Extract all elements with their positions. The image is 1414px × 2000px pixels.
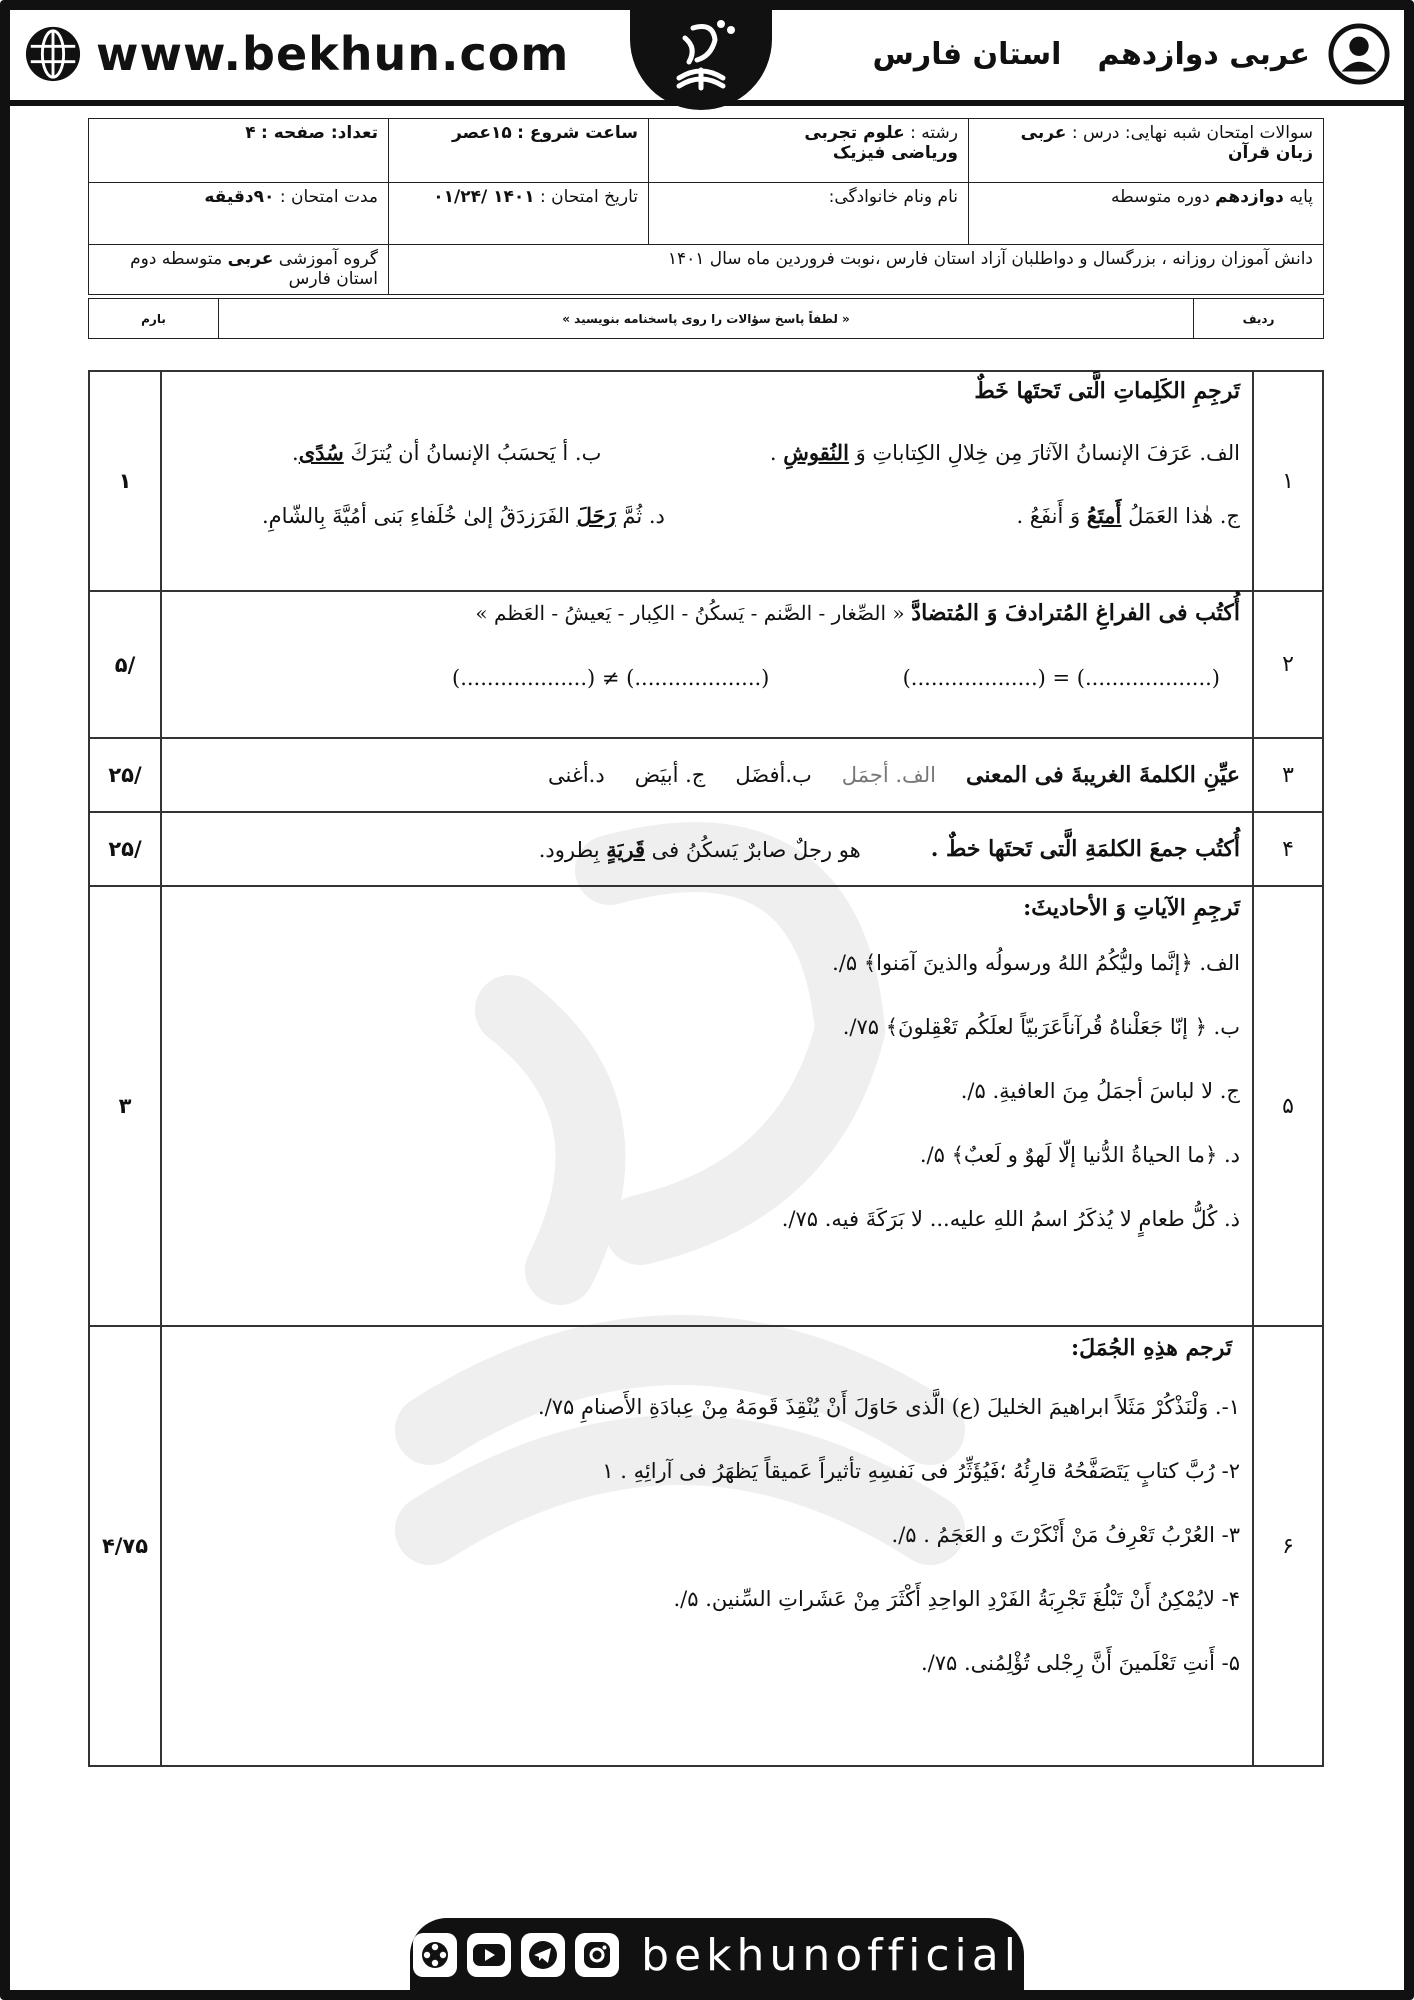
score-label: بارم [89, 299, 219, 339]
field-value-2: وریاضی فیزیک [832, 143, 958, 163]
q3-option-a: الف. أجمَل [841, 763, 936, 787]
question-score: /۵ [89, 591, 161, 738]
question-heading: تَرجِمِ الكَلِماتِ الَّتی تَحتَها خَطٌ [974, 378, 1240, 404]
grade-label: پایه [1289, 187, 1313, 207]
question-score: ۳ [89, 886, 161, 1326]
user-avatar-icon [1328, 23, 1390, 85]
question-number: ۴ [1253, 812, 1323, 886]
question-body [161, 591, 1253, 738]
course-title-block [873, 24, 1390, 84]
q5-item: الف. ﴿إنَّما وليُّكُمُ اللهُ ورسولُه والذينَ آمَنوا﴾ ۵/. [832, 951, 1240, 975]
q1-item-b: ب. أ يَحسَبُ الإنسانُ أن يُترَكَ سُدًى. [292, 440, 602, 465]
question-score: /۲۵ [89, 812, 161, 886]
social-footer [410, 1918, 1024, 1992]
question-row [89, 371, 1323, 591]
question-score: ۴/۷۵ [89, 1326, 161, 1766]
start-time-label: ساعت شروع : [517, 123, 638, 143]
q3-option-b: ب.أفضَل [735, 763, 812, 787]
question-heading: تَرجِمِ الآياتِ وَ الأحاديثَ: [1023, 895, 1240, 921]
pages-value: ۴ [245, 123, 256, 143]
q6-item: ۵- أَنتِ تَعْلَمينَ أَنَّ رِجْلی تُؤْلِمُنی. ۷۵/. [920, 1651, 1240, 1675]
film-reel-icon[interactable] [413, 1933, 457, 1977]
audience-text: دانش آموزان روزانه ، بزرگسال و دواطلبان آزاد استان فارس ،نوبت فروردین ماه سال ۱۴۰۱ [667, 249, 1313, 269]
q5-item: ج. لا لباسَ أجمَلُ مِنَ العافيةِ. ۵/. [960, 1079, 1240, 1103]
question-heading: أُكتُب فی الفراغِ المُترادفَ وَ المُتضادَّ [911, 600, 1240, 626]
start-time-value: ۱۵عصر [452, 123, 512, 143]
question-body [161, 738, 1253, 812]
questions-table [88, 370, 1324, 1767]
youtube-icon[interactable] [467, 1933, 511, 1977]
book-logo-icon [641, 8, 761, 104]
question-heading: أُكتُب جمعَ الكلمَةِ الَّتی تَحتَها خطٌ . [930, 836, 1240, 862]
question-heading: تَرجم هذِهِ الجُمَلَ: [1070, 1335, 1232, 1361]
question-row [89, 886, 1323, 1326]
grade-suffix: دوره متوسطه [1111, 187, 1210, 207]
exam-instruction-row [88, 298, 1324, 339]
brand-logo [630, 6, 772, 110]
q1-item-c: ج. هٰذا العَمَلُ أَمتَعُ وَ أَنفَعُ . [1016, 503, 1240, 528]
row-label: ردیف [1194, 299, 1324, 339]
duration-value: ۹۰دقیقه [204, 187, 275, 207]
question-body [161, 1326, 1253, 1766]
question-heading: عيِّنِ الكلمةَ الغريبةَ فی المعنی [965, 762, 1240, 788]
social-handle[interactable]: bekhunofficial [641, 1929, 1021, 1981]
exam-date-value: ۱۴۰۱ /۰۱/۲۴ [433, 187, 535, 207]
question-number: ۳ [1253, 738, 1323, 812]
group-prefix: گروه آموزشی [278, 249, 378, 269]
q2-antonym-blanks[interactable]: (...................) ≠ (...................) [452, 666, 770, 690]
question-number: ۲ [1253, 591, 1323, 738]
q2-synonym-blanks[interactable]: (...................) = (...................) [902, 666, 1220, 690]
q5-item: ذ. كُلُّ طعامٍ لا يُذكَرُ اسمُ اللهِ عليه... لا بَرَكَةَ فيه. ۷۵/. [781, 1207, 1240, 1231]
province-title: استان فارس [872, 36, 1062, 72]
q6-item: ۱-. وَلْنَذْكُرْ مَثَلاً ابراهيمَ الخليلَ (ع) الَّذی حَاوَلَ أَنْ يُنْقِذَ قَومَهُ مِنْ عِبادَةِ الأَصنامِ ۷۵/. [537, 1395, 1240, 1419]
grade-value: دوازدهم [1215, 187, 1284, 207]
question-row [89, 1326, 1323, 1766]
top-banner [10, 10, 1404, 106]
site-link[interactable] [24, 24, 569, 84]
question-number: ۶ [1253, 1326, 1323, 1766]
q6-item: ۳- العُرْبُ تَعْرِفُ مَنْ أَنْكَرْتَ و العَجَمُ . ۵/. [891, 1523, 1240, 1547]
field-label: رشته : [910, 123, 958, 143]
instagram-icon[interactable] [575, 1933, 619, 1977]
field-value: علوم تجربی [804, 123, 905, 143]
question-row [89, 591, 1323, 738]
q1-item-a: الف. عَرَفَ الإنسانُ الآثارَ مِن خِلالِ الكِتاباتِ وَ النُقوشِ . [769, 440, 1240, 465]
q5-item: ب. ﴿ إنّا جَعَلْناهُ قُرآناًعَرَبيّاً لعلَكُم تَعْقِلونَ﴾ ۷۵/. [842, 1015, 1240, 1039]
exam-label: سوالات امتحان شبه نهایی: درس : [1071, 123, 1313, 143]
instruction-text: « لطفاً پاسخ سؤالات را روی پاسخنامه بنویسید » [219, 299, 1194, 339]
pages-label: تعداد: صفحه : [260, 123, 378, 143]
q3-option-d: د.أغنی [548, 763, 605, 787]
question-body [161, 886, 1253, 1326]
q4-sentence: هو رجلٌ صابرٌ يَسكُنُ فی قَريَةٍ بِطرود. [538, 836, 861, 862]
q3-option-c: ج. أبيَض [634, 763, 706, 787]
group-suffix: متوسطه دوم استان فارس [130, 249, 378, 289]
q6-item: ۴- لايُمْكِنُ أَنْ تَبْلُغَ تَجْرِبَةُ الفَرْدِ الواحِدِ أَكْثَرَ مِنْ عَشَراتِ السِّنين. ۵/. [673, 1587, 1240, 1611]
telegram-icon[interactable] [521, 1933, 565, 1977]
exam-info-table [88, 118, 1324, 295]
site-url[interactable]: www.bekhun.com [96, 27, 570, 81]
globe-icon [24, 25, 82, 83]
q6-item: ۲- رُبَّ كتابٍ يَتَصَفَّحُهُ قارِئُهُ ؛فَيُؤَثِّرُ فی نَفسِهِ تأثيراً عَميقاً يَظهَرُ فی آرائِهِ . ۱ [602, 1459, 1240, 1483]
course-title: عربی دوازدهم [1097, 36, 1310, 72]
question-score: /۲۵ [89, 738, 161, 812]
exam-date-label: تاریخ امتحان : [540, 187, 638, 207]
question-score: ۱ [89, 371, 161, 591]
student-name-field[interactable]: نام ونام خانوادگی: [828, 187, 958, 207]
duration-label: مدت امتحان : [279, 187, 378, 207]
question-number: ۱ [1253, 371, 1323, 591]
exam-subject: عربی زبان قرآن [1020, 123, 1313, 163]
question-body [161, 812, 1253, 886]
question-number: ۵ [1253, 886, 1323, 1326]
group-subject: عربی [227, 249, 274, 269]
question-row [89, 738, 1323, 812]
question-row [89, 812, 1323, 886]
q5-item: د. ﴿ما الحياةُ الدُّنيا إلّا لَهوٌ و لَعبٌ﴾ ۵/. [919, 1143, 1240, 1167]
q2-word-list: « الصِّغار - الصَّنم - يَسكُنُ - الكِبار - يَعيشُ - العَظم » [475, 601, 905, 625]
question-body [161, 371, 1253, 591]
q1-item-d: د. ثُمَّ رَحَلَ الفَرَزدَقُ إلیٰ خُلَفاءِ بَنی أمُيَّةَ بِالشّامِ. [262, 503, 665, 528]
